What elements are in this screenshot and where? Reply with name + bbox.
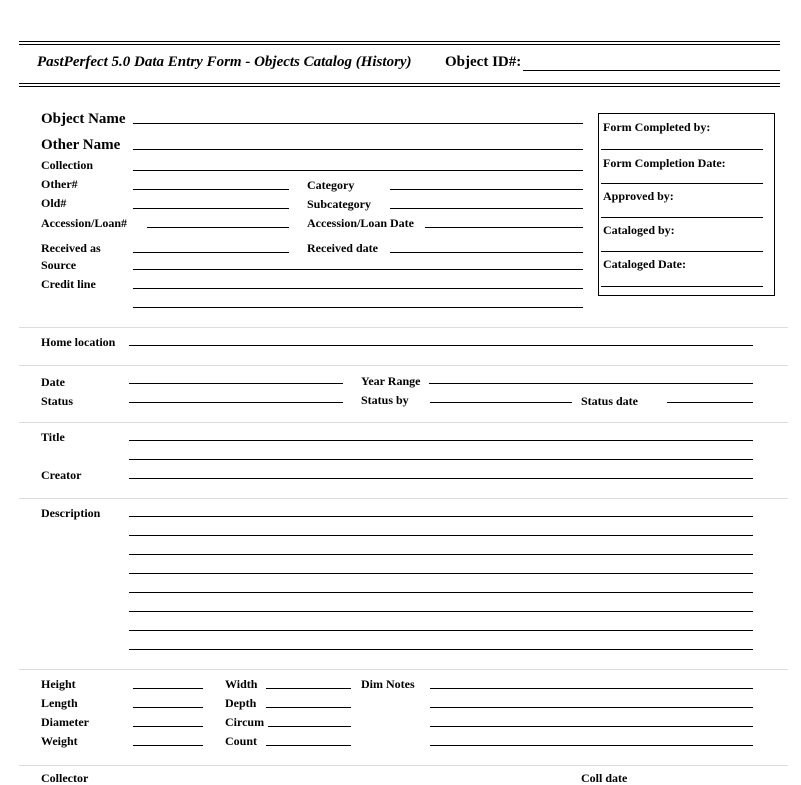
title-field-1[interactable] [129,440,753,441]
description-line-6[interactable] [129,611,753,612]
description-line-1[interactable] [129,516,753,517]
form-title [37,53,412,71]
home-location-label: Home location [41,335,116,349]
section-divider [19,422,788,423]
width-label: Width [225,677,258,691]
received-date-field[interactable] [390,252,583,253]
source-label: Source [41,258,77,272]
category-field[interactable] [390,189,583,190]
title-label: Title [41,430,65,444]
year-range-field[interactable] [429,383,753,384]
dim-notes-label: Dim Notes [361,677,415,691]
coll-date-label: Coll date [581,771,628,785]
circum-label: Circum [225,715,265,729]
header-rule-top-2 [19,44,780,45]
source-field[interactable] [133,269,583,270]
section-divider [19,765,788,766]
approved-by-field[interactable] [601,217,763,218]
dim-notes-field-3[interactable] [430,726,753,727]
other-name-field[interactable] [133,149,583,150]
depth-field[interactable] [266,707,351,708]
other-no-label: Other# [41,177,78,191]
description-line-2[interactable] [129,535,753,536]
dim-notes-field-1[interactable] [430,688,753,689]
depth-label: Depth [225,696,257,710]
height-field[interactable] [133,688,203,689]
old-no-label: Old# [41,196,67,210]
accession-loan-date-label: Accession/Loan Date [307,216,414,230]
subcategory-label: Subcategory [307,197,371,211]
section-divider [19,365,788,366]
length-label: Length [41,696,78,710]
form-completion-date-field[interactable] [601,183,763,184]
description-line-5[interactable] [129,592,753,593]
received-as-field[interactable] [133,252,289,253]
credit-line-field-1[interactable] [133,288,583,289]
dim-notes-field-4[interactable] [430,745,753,746]
accession-loan-field[interactable] [147,227,289,228]
status-date-field[interactable] [667,402,753,403]
home-location-field[interactable] [129,345,753,346]
width-field[interactable] [266,688,351,689]
header-rule-bottom-2 [19,86,780,87]
diameter-label: Diameter [41,715,89,729]
weight-field[interactable] [133,745,203,746]
dim-notes-field-2[interactable] [430,707,753,708]
description-line-7[interactable] [129,630,753,631]
creator-label: Creator [41,468,82,482]
category-label: Category [307,178,355,192]
form-completion-date-label: Form Completion Date: [603,156,726,170]
status-field[interactable] [129,402,343,403]
credit-line-field-2[interactable] [133,307,583,308]
collection-label: Collection [41,158,93,172]
section-divider [19,327,788,328]
approved-by-label: Approved by: [603,189,674,203]
diameter-field[interactable] [133,726,203,727]
date-field[interactable] [129,383,343,384]
accession-loan-date-field[interactable] [425,227,583,228]
received-date-label: Received date [307,241,378,255]
date-label: Date [41,375,65,389]
weight-label: Weight [41,734,78,748]
form-completed-by-label: Form Completed by: [603,120,711,134]
received-as-label: Received as [41,241,101,255]
year-range-label: Year Range [361,374,421,388]
description-line-8[interactable] [129,649,753,650]
status-by-label: Status by [361,393,409,407]
other-no-field[interactable] [133,189,289,190]
credit-line-label: Credit line [41,277,96,291]
section-divider [19,498,788,499]
cataloged-date-label: Cataloged Date: [603,257,686,271]
object-id-label: Object ID#: [445,54,522,70]
object-id-field[interactable] [523,70,780,71]
status-by-field[interactable] [430,402,572,403]
old-no-field[interactable] [133,208,289,209]
object-name-field[interactable] [133,123,583,124]
description-line-4[interactable] [129,573,753,574]
status-label: Status [41,394,74,408]
object-name-label: Object Name [41,111,126,127]
other-name-label: Other Name [41,137,121,153]
status-date-label: Status date [581,394,639,408]
cataloged-by-label: Cataloged by: [603,223,675,237]
description-line-3[interactable] [129,554,753,555]
form-title-text: PastPerfect 5.0 Data Entry Form - Objects Catalog (History) [37,54,412,70]
creator-field[interactable] [129,478,753,479]
count-field[interactable] [266,745,351,746]
description-label: Description [41,506,101,520]
height-label: Height [41,677,76,691]
collection-field[interactable] [133,170,583,171]
collector-label: Collector [41,771,89,785]
header-rule-top-1 [19,41,780,42]
subcategory-field[interactable] [390,208,583,209]
count-label: Count [225,734,258,748]
header-rule-bottom-1 [19,83,780,84]
cataloged-by-field[interactable] [601,251,763,252]
title-field-2[interactable] [129,459,753,460]
form-completed-by-field[interactable] [601,149,763,150]
circum-field[interactable] [268,726,351,727]
accession-loan-label: Accession/Loan# [41,216,128,230]
cataloged-date-field[interactable] [601,286,763,287]
length-field[interactable] [133,707,203,708]
section-divider [19,669,788,670]
